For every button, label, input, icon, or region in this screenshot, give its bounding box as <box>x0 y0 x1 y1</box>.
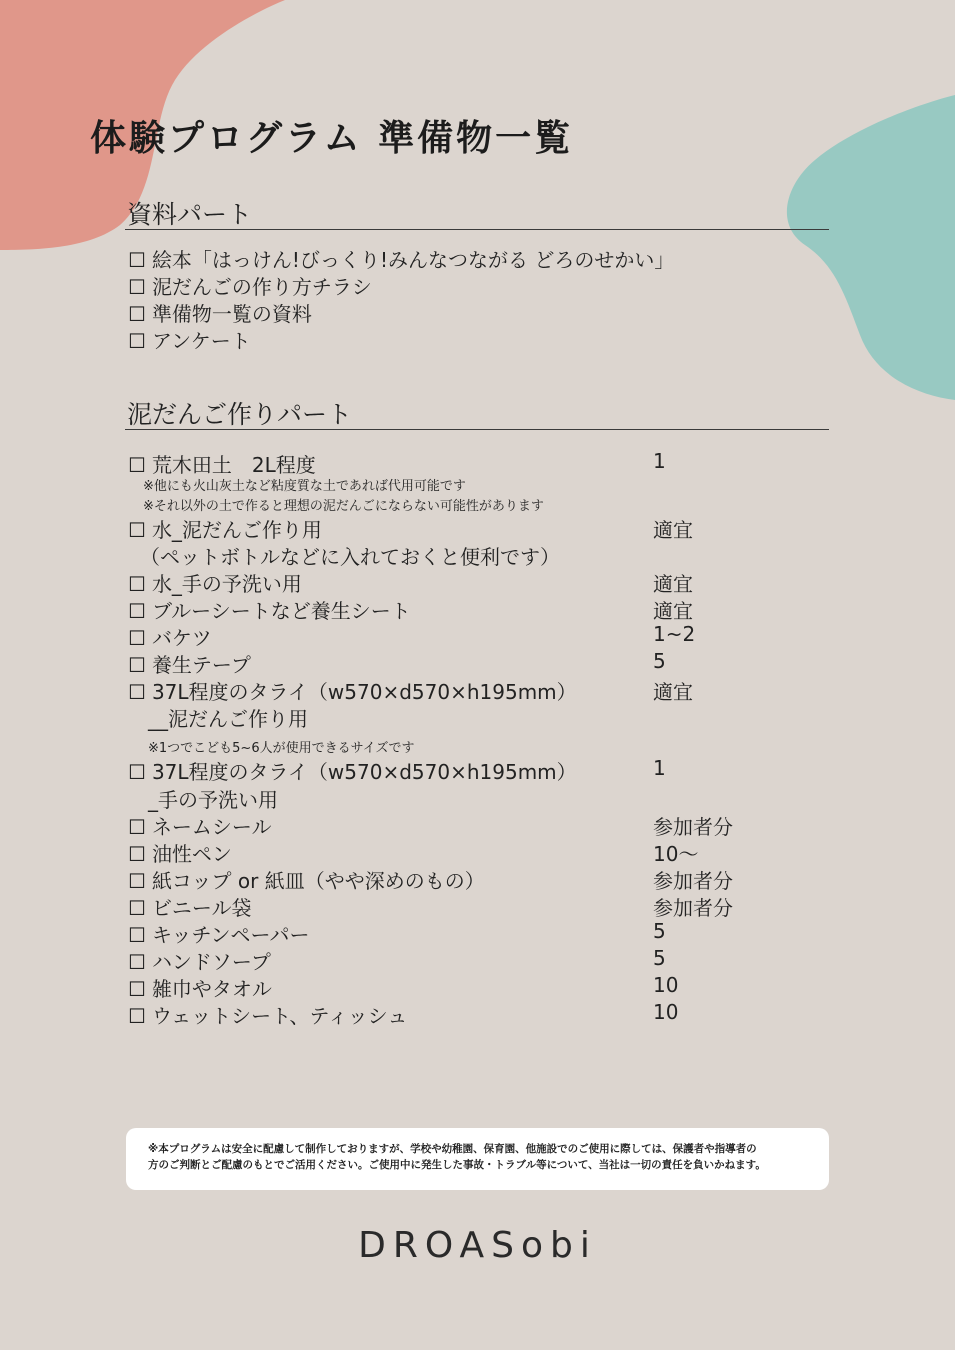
list-item <box>128 892 828 921</box>
item-quantity: 適宜 <box>653 572 693 596</box>
item-label: 泥だんごの作り方チラシ <box>151 275 372 299</box>
item-label: ブルーシートなど養生シート <box>151 599 411 623</box>
checkbox-icon[interactable]: ☐ <box>128 1004 146 1028</box>
item-label: ネームシール <box>151 815 272 839</box>
disclaimer-box <box>126 1128 829 1190</box>
item-quantity: 10 <box>653 973 679 997</box>
list-item <box>128 865 828 894</box>
checkbox-icon[interactable]: ☐ <box>128 572 146 596</box>
list-item <box>128 449 828 478</box>
item-subline: _手の予洗い用 <box>148 788 278 812</box>
item-quantity: 1 <box>653 449 666 473</box>
checkbox-icon[interactable]: ☐ <box>128 275 146 299</box>
section-divider-mud-dumpling <box>125 429 829 430</box>
list-item <box>128 622 828 651</box>
list-item <box>128 595 828 624</box>
item-quantity: 5 <box>653 649 666 673</box>
checkbox-icon[interactable]: ☐ <box>128 977 146 1001</box>
item-quantity: 適宜 <box>653 599 693 623</box>
item-quantity: 10〜 <box>653 842 699 866</box>
section-heading-materials: 資料パート <box>127 200 253 229</box>
disclaimer-line: 方のご判断とご配慮のもとでご活用ください。ご使用中に発生した事故・トラブル等について、当社は一切の責任を負いかねます。 <box>148 1159 766 1171</box>
checkbox-icon[interactable]: ☐ <box>128 869 146 893</box>
item-label: アンケート <box>151 329 251 353</box>
item-subline: __泥だんご作り用 <box>148 707 308 731</box>
section-divider-materials <box>125 229 829 230</box>
item-quantity: 参加者分 <box>653 815 733 839</box>
item-label: ウェットシート、ティッシュ <box>151 1004 408 1028</box>
list-item <box>128 756 828 785</box>
checkbox-icon[interactable]: ☐ <box>128 923 146 947</box>
item-quantity: 10 <box>653 1000 679 1024</box>
checkbox-icon[interactable]: ☐ <box>128 329 146 353</box>
item-label: 37L程度のタライ（w570×d570×h195mm） <box>151 760 577 784</box>
checkbox-icon[interactable]: ☐ <box>128 842 146 866</box>
item-label: 紙コップ or 紙皿（やや深めのもの） <box>151 869 485 893</box>
item-label: 養生テープ <box>151 653 251 677</box>
list-item <box>128 298 828 327</box>
item-label: 水_手の予洗い用 <box>151 572 302 596</box>
list-item <box>128 271 828 300</box>
checkbox-icon[interactable]: ☐ <box>128 599 146 623</box>
list-item <box>128 919 828 948</box>
item-label: 荒木田土 2L程度 <box>151 453 316 477</box>
item-quantity: 適宜 <box>653 680 693 704</box>
checkbox-icon[interactable]: ☐ <box>128 302 146 326</box>
checkbox-icon[interactable]: ☐ <box>128 760 146 784</box>
list-item <box>128 1000 828 1029</box>
item-quantity: 1 <box>653 756 666 780</box>
item-quantity: 5 <box>653 919 666 943</box>
list-item <box>128 946 828 975</box>
section-heading-mud-dumpling: 泥だんご作りパート <box>127 400 353 429</box>
item-quantity: 5 <box>653 946 666 970</box>
checkbox-icon[interactable]: ☐ <box>128 453 146 477</box>
checkbox-icon[interactable]: ☐ <box>128 518 146 542</box>
list-item <box>128 325 828 354</box>
checkbox-icon[interactable]: ☐ <box>128 626 146 650</box>
item-quantity: 参加者分 <box>653 869 733 893</box>
item-subline: （ペットボトルなどに入れておくと便利です） <box>140 545 560 569</box>
checkbox-icon[interactable]: ☐ <box>128 950 146 974</box>
checkbox-icon[interactable]: ☐ <box>128 680 146 704</box>
page-title: 体験プログラム 準備物一覧 <box>90 118 574 159</box>
item-note: ※それ以外の土で作ると理想の泥だんごにならない可能性があります <box>143 499 544 514</box>
list-item <box>128 244 828 273</box>
item-label: 油性ペン <box>151 842 232 866</box>
item-label: キッチンペーパー <box>151 923 310 947</box>
item-note: ※1つでこども5~6人が使用できるサイズです <box>148 741 415 756</box>
list-item <box>128 649 828 678</box>
list-item <box>128 838 828 867</box>
checkbox-icon[interactable]: ☐ <box>128 815 146 839</box>
item-label: 水_泥だんご作り用 <box>151 518 322 542</box>
item-quantity: 1~2 <box>653 622 696 646</box>
item-note: ※他にも火山灰土など粘度質な土であれば代用可能です <box>143 479 466 494</box>
checkbox-icon[interactable]: ☐ <box>128 653 146 677</box>
item-label: ハンドソープ <box>151 950 271 974</box>
list-item <box>128 811 828 840</box>
item-label: ビニール袋 <box>151 896 252 920</box>
disclaimer-line: ※本プログラムは安全に配慮して制作しておりますが、学校や幼稚園、保育園、他施設でのご使用に際しては、保護者や指導者の <box>148 1143 757 1155</box>
item-label: 準備物一覧の資料 <box>151 302 312 326</box>
checkbox-icon[interactable]: ☐ <box>128 896 146 920</box>
list-item <box>128 514 828 543</box>
item-label: 37L程度のタライ（w570×d570×h195mm） <box>151 680 577 704</box>
item-quantity: 適宜 <box>653 518 693 542</box>
item-quantity: 参加者分 <box>653 896 733 920</box>
item-label: バケツ <box>151 626 212 650</box>
list-item <box>128 676 828 705</box>
list-item <box>128 973 828 1002</box>
list-item <box>128 568 828 597</box>
item-label: 絵本「はっけん!びっくり!みんなつながる どろのせかい」 <box>151 248 675 272</box>
brand-logo-text: DROASobi <box>358 1225 597 1266</box>
item-label: 雑巾やタオル <box>151 977 272 1001</box>
checkbox-icon[interactable]: ☐ <box>128 248 146 272</box>
